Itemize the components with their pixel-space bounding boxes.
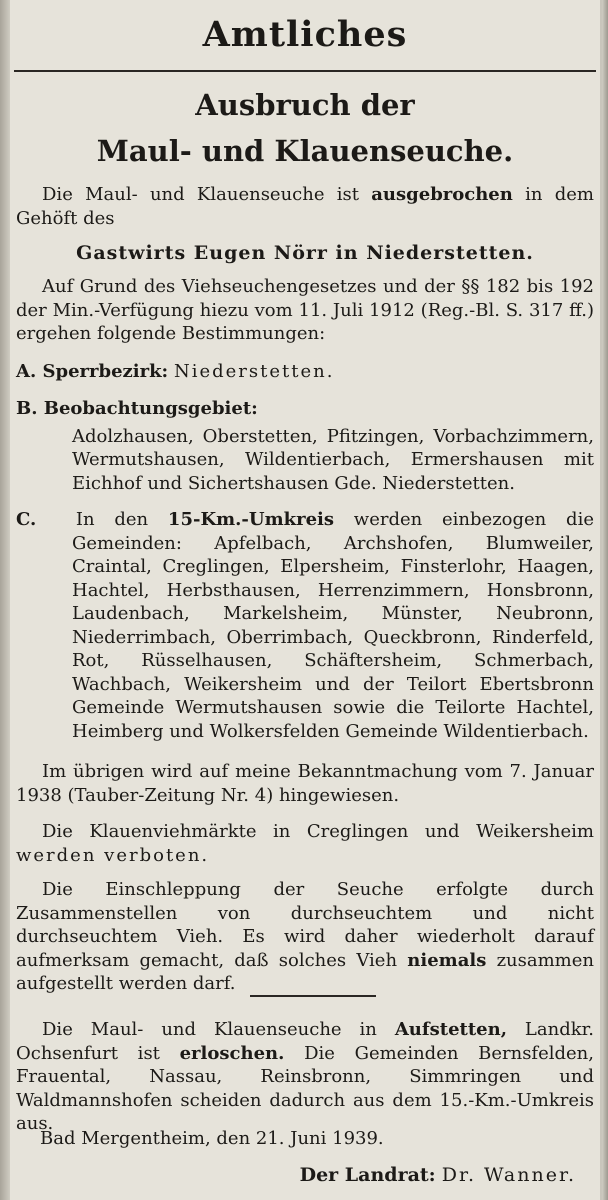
signature-name: Dr. Wanner. <box>441 1164 576 1186</box>
section-c-emphasis: 15-Km.-Umkreis <box>167 509 334 530</box>
markets-emphasis: werden verboten. <box>16 844 210 866</box>
warning-emphasis: niemals <box>407 949 487 971</box>
section-c-text: werden einbezogen die Gemeinden: Apfelbach, Archshofen, Blumweiler, Craintal, Creglingen, Elpersheim, Finsterlohr, Haagen, Hachtel, Herbsthausen, Herrenzimmern, Honsbronn, Laudenbach, Markelsheim, Münster, Neubronn, Niederrimbach, Oberrimbach, Queckbronn, Rinderfeld, Rot, Rüsselhausen, Schäftersheim, Schmerbach, Wachbach, Weikersheim und der Teilort Ebertsbronn Gemeinde Wermutshausen sowie die Teilorte Hachtel, Heimberg und Wolkersfelden Gemeinde Wildentierbach. <box>72 509 594 742</box>
affected-owner: Gastwirts Eugen Nörr in Niederstetten. <box>76 242 534 264</box>
section-a-label: A. Sperrbezirk: <box>16 361 169 382</box>
headline-line-2: Maul- und Klauenseuche. <box>96 134 514 168</box>
signature-block <box>300 1164 576 1186</box>
intro-lead: Die Maul- und Klauenseuche ist <box>42 184 359 205</box>
intro-tail: in dem Gehöft des <box>16 184 594 229</box>
warning-tail: zusammen aufgestellt werden darf. <box>16 949 594 994</box>
newspaper-column <box>10 0 600 1200</box>
extinguished-lead: Die Maul- und Klauenseuche in <box>42 1019 377 1040</box>
masthead-rule <box>14 70 596 72</box>
dateline: Bad Mergentheim, den 21. Juni 1939. <box>40 1128 384 1149</box>
headline-line-1: Ausbruch der <box>195 88 415 122</box>
warning-lead: Die Einschleppung der Seuche erfolgte durch Zusammenstellen von durchseuchtem und nicht durchseuchtem Vieh. Es wird daher wiederholt darauf aufmerksam gemacht, daß solches Vieh <box>16 879 594 971</box>
extinguished-paragraph <box>16 1018 594 1136</box>
section-b <box>16 397 594 495</box>
reference-paragraph: Im übrigen wird auf meine Bekanntmachung vom 7. Januar 1938 (Tauber-Zeitung Nr. 4) hingewiesen. <box>16 761 594 806</box>
section-a <box>16 360 594 384</box>
page-edge-right <box>602 0 608 1200</box>
warning-paragraph <box>16 878 594 996</box>
intro-paragraph <box>16 183 594 230</box>
markets-paragraph <box>16 820 594 867</box>
section-divider <box>250 995 376 997</box>
legal-basis-paragraph: Auf Grund des Viehseuchengesetzes und der §§ 182 bis 192 der Min.-Verfügung hiezu vom 11. Juli 1912 (Reg.-Bl. S. 317 ff.) ergehen folgende Bestimmungen: <box>16 276 594 344</box>
section-masthead: Amtliches <box>202 14 408 55</box>
article-headline <box>10 82 600 174</box>
section-c-lead: In den <box>75 509 149 530</box>
section-c <box>16 508 594 743</box>
section-b-text: Adolzhausen, Oberstetten, Pfitzingen, Vorbachzimmern, Wermutshausen, Wildentierbach, Ermershausen mit Eichhof und Sichertshausen Gde. Niederstetten. <box>72 425 594 494</box>
page-edge-left <box>0 0 10 1200</box>
extinguished-tail: Die Gemeinden Bernsfelden, Frauental, Nassau, Reinsbronn, Simmringen und Waldmannshofen scheiden dadurch aus dem 15.-Km.-Umkreis aus. <box>16 1042 594 1134</box>
section-c-label: C. <box>16 509 37 530</box>
intro-emphasis: ausgebrochen <box>371 184 513 205</box>
extinguished-mid: Landkr. Ochsenfurt ist <box>16 1019 594 1064</box>
extinguished-emphasis: erloschen. <box>179 1042 285 1064</box>
markets-lead: Die Klauenviehmärkte in Creglingen und Weikersheim <box>42 821 594 842</box>
section-b-label: B. Beobachtungsgebiet: <box>16 398 258 419</box>
section-a-text: Niederstetten. <box>173 361 335 382</box>
signature-title: Der Landrat: <box>299 1164 436 1186</box>
extinguished-place: Aufstetten, <box>394 1019 507 1040</box>
